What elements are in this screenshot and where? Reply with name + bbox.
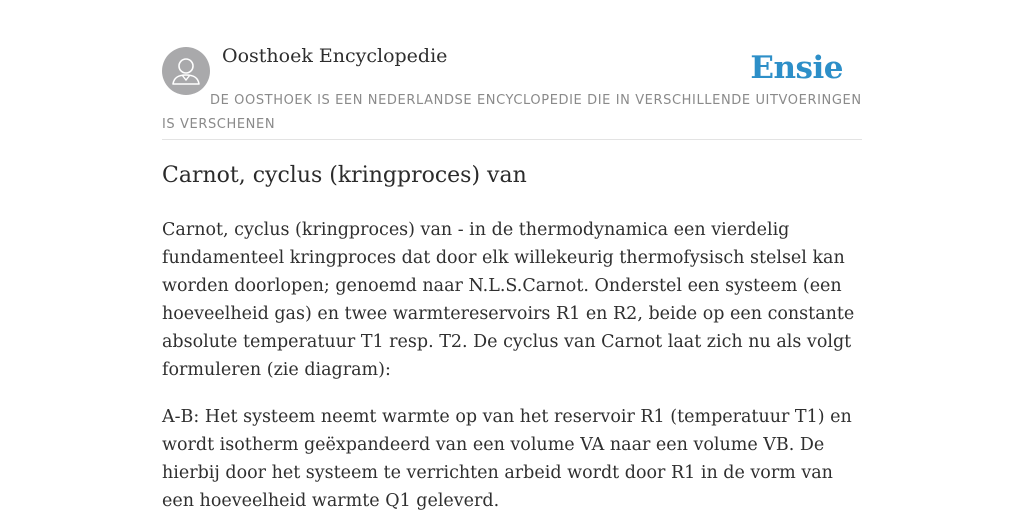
source-description: DE OOSTHOEK IS EEN NEDERLANDSE ENCYCLOPEDIE DIE IN VERSCHILLENDE UITVOERINGEN IS VERSCHENEN xyxy=(162,93,862,132)
article-paragraph-1: Carnot, cyclus (kringproces) van - in de thermodynamica een vierdelig fundamenteel kringproces dat door elk willekeurig thermofysisch stelsel kan worden doorlopen; genoemd naar N.L.S.Carnot. Onderstel een systeem (een hoeveelheid gas) en twee warmtereservoirs R1 en R2, beide op een constante absolute temperatuur T1 resp. T2. De cyclus van Carnot laat zich nu als volgt formuleren (zie diagram): xyxy=(162,220,855,380)
article-title: Carnot, cyclus (kringproces) van xyxy=(162,163,527,188)
article-paragraph-2: A-B: Het systeem neemt warmte op van het reservoir R1 (temperatuur T1) en wordt isotherm geëxpandeerd van een volume VA naar een volume VB. De hierbij door het systeem te verrichten arbeid wordt door R1 in de vorm van een hoeveelheid warmte Q1 geleverd. xyxy=(162,407,852,511)
user-avatar-icon xyxy=(162,47,210,95)
source-avatar[interactable] xyxy=(162,47,210,95)
ensie-logo[interactable]: Ensie xyxy=(750,50,843,86)
source-name-link[interactable]: Oosthoek Encyclopedie xyxy=(222,45,448,67)
header-divider xyxy=(162,139,862,140)
